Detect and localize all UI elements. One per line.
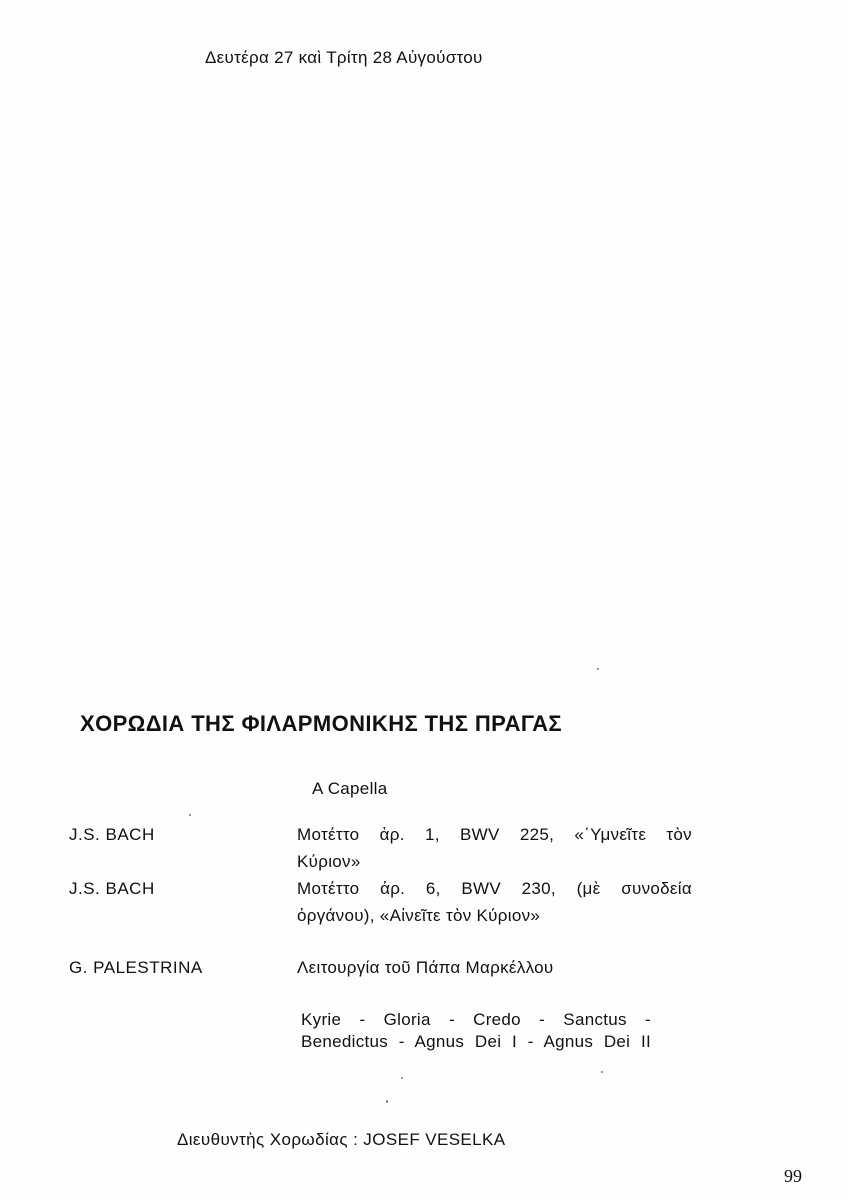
choir-director: Διευθυντὴς Χορωδίας : JOSEF VESELKA	[177, 1130, 506, 1149]
mass-movements	[301, 1009, 651, 1053]
movements-line: Kyrie - Gloria - Credo - Sanctus -	[301, 1010, 651, 1029]
composer-palestrina: G. PALESTRINA	[69, 958, 203, 977]
composer-bach-1: J.S. BACH	[69, 825, 155, 844]
work-line: Μοτέττο ἀρ. 1, BWV 225, «῾Υμνεῖτε τὸν	[297, 825, 692, 844]
choir-title: ΧΟΡΩΔΙΑ ΤΗΣ ΦΙΛΑΡΜΟΝΙΚΗΣ ΤΗΣ ΠΡΑΓΑΣ	[80, 711, 562, 736]
scan-speck	[386, 1100, 388, 1103]
movements-line: Benedictus - Agnus Dei I - Agnus Dei II	[301, 1032, 651, 1051]
work-line: ὀργάνου), «Αἰνεῖτε τὸν Κύριον»	[297, 906, 541, 925]
scan-speck	[401, 1077, 403, 1079]
work-line: Μοτέττο ἀρ. 6, BWV 230, (μὲ συνοδεία	[297, 879, 692, 898]
work-line: Λειτουργία τοῦ Πάπα Μαρκέλλου	[297, 958, 554, 977]
work-bach-motet-6	[297, 875, 692, 929]
scan-speck	[189, 814, 191, 816]
concert-date: Δευτέρα 27 καὶ Τρίτη 28 Αὐγούστου	[205, 48, 483, 67]
work-line: Κύριον»	[297, 852, 361, 871]
scan-speck	[601, 1071, 603, 1073]
work-bach-motet-1	[297, 821, 692, 875]
scan-speck	[597, 668, 599, 670]
work-palestrina-mass	[297, 954, 692, 981]
performance-style: A Capella	[312, 779, 388, 798]
page-number: 99	[784, 1166, 802, 1186]
composer-bach-2: J.S. BACH	[69, 879, 155, 898]
